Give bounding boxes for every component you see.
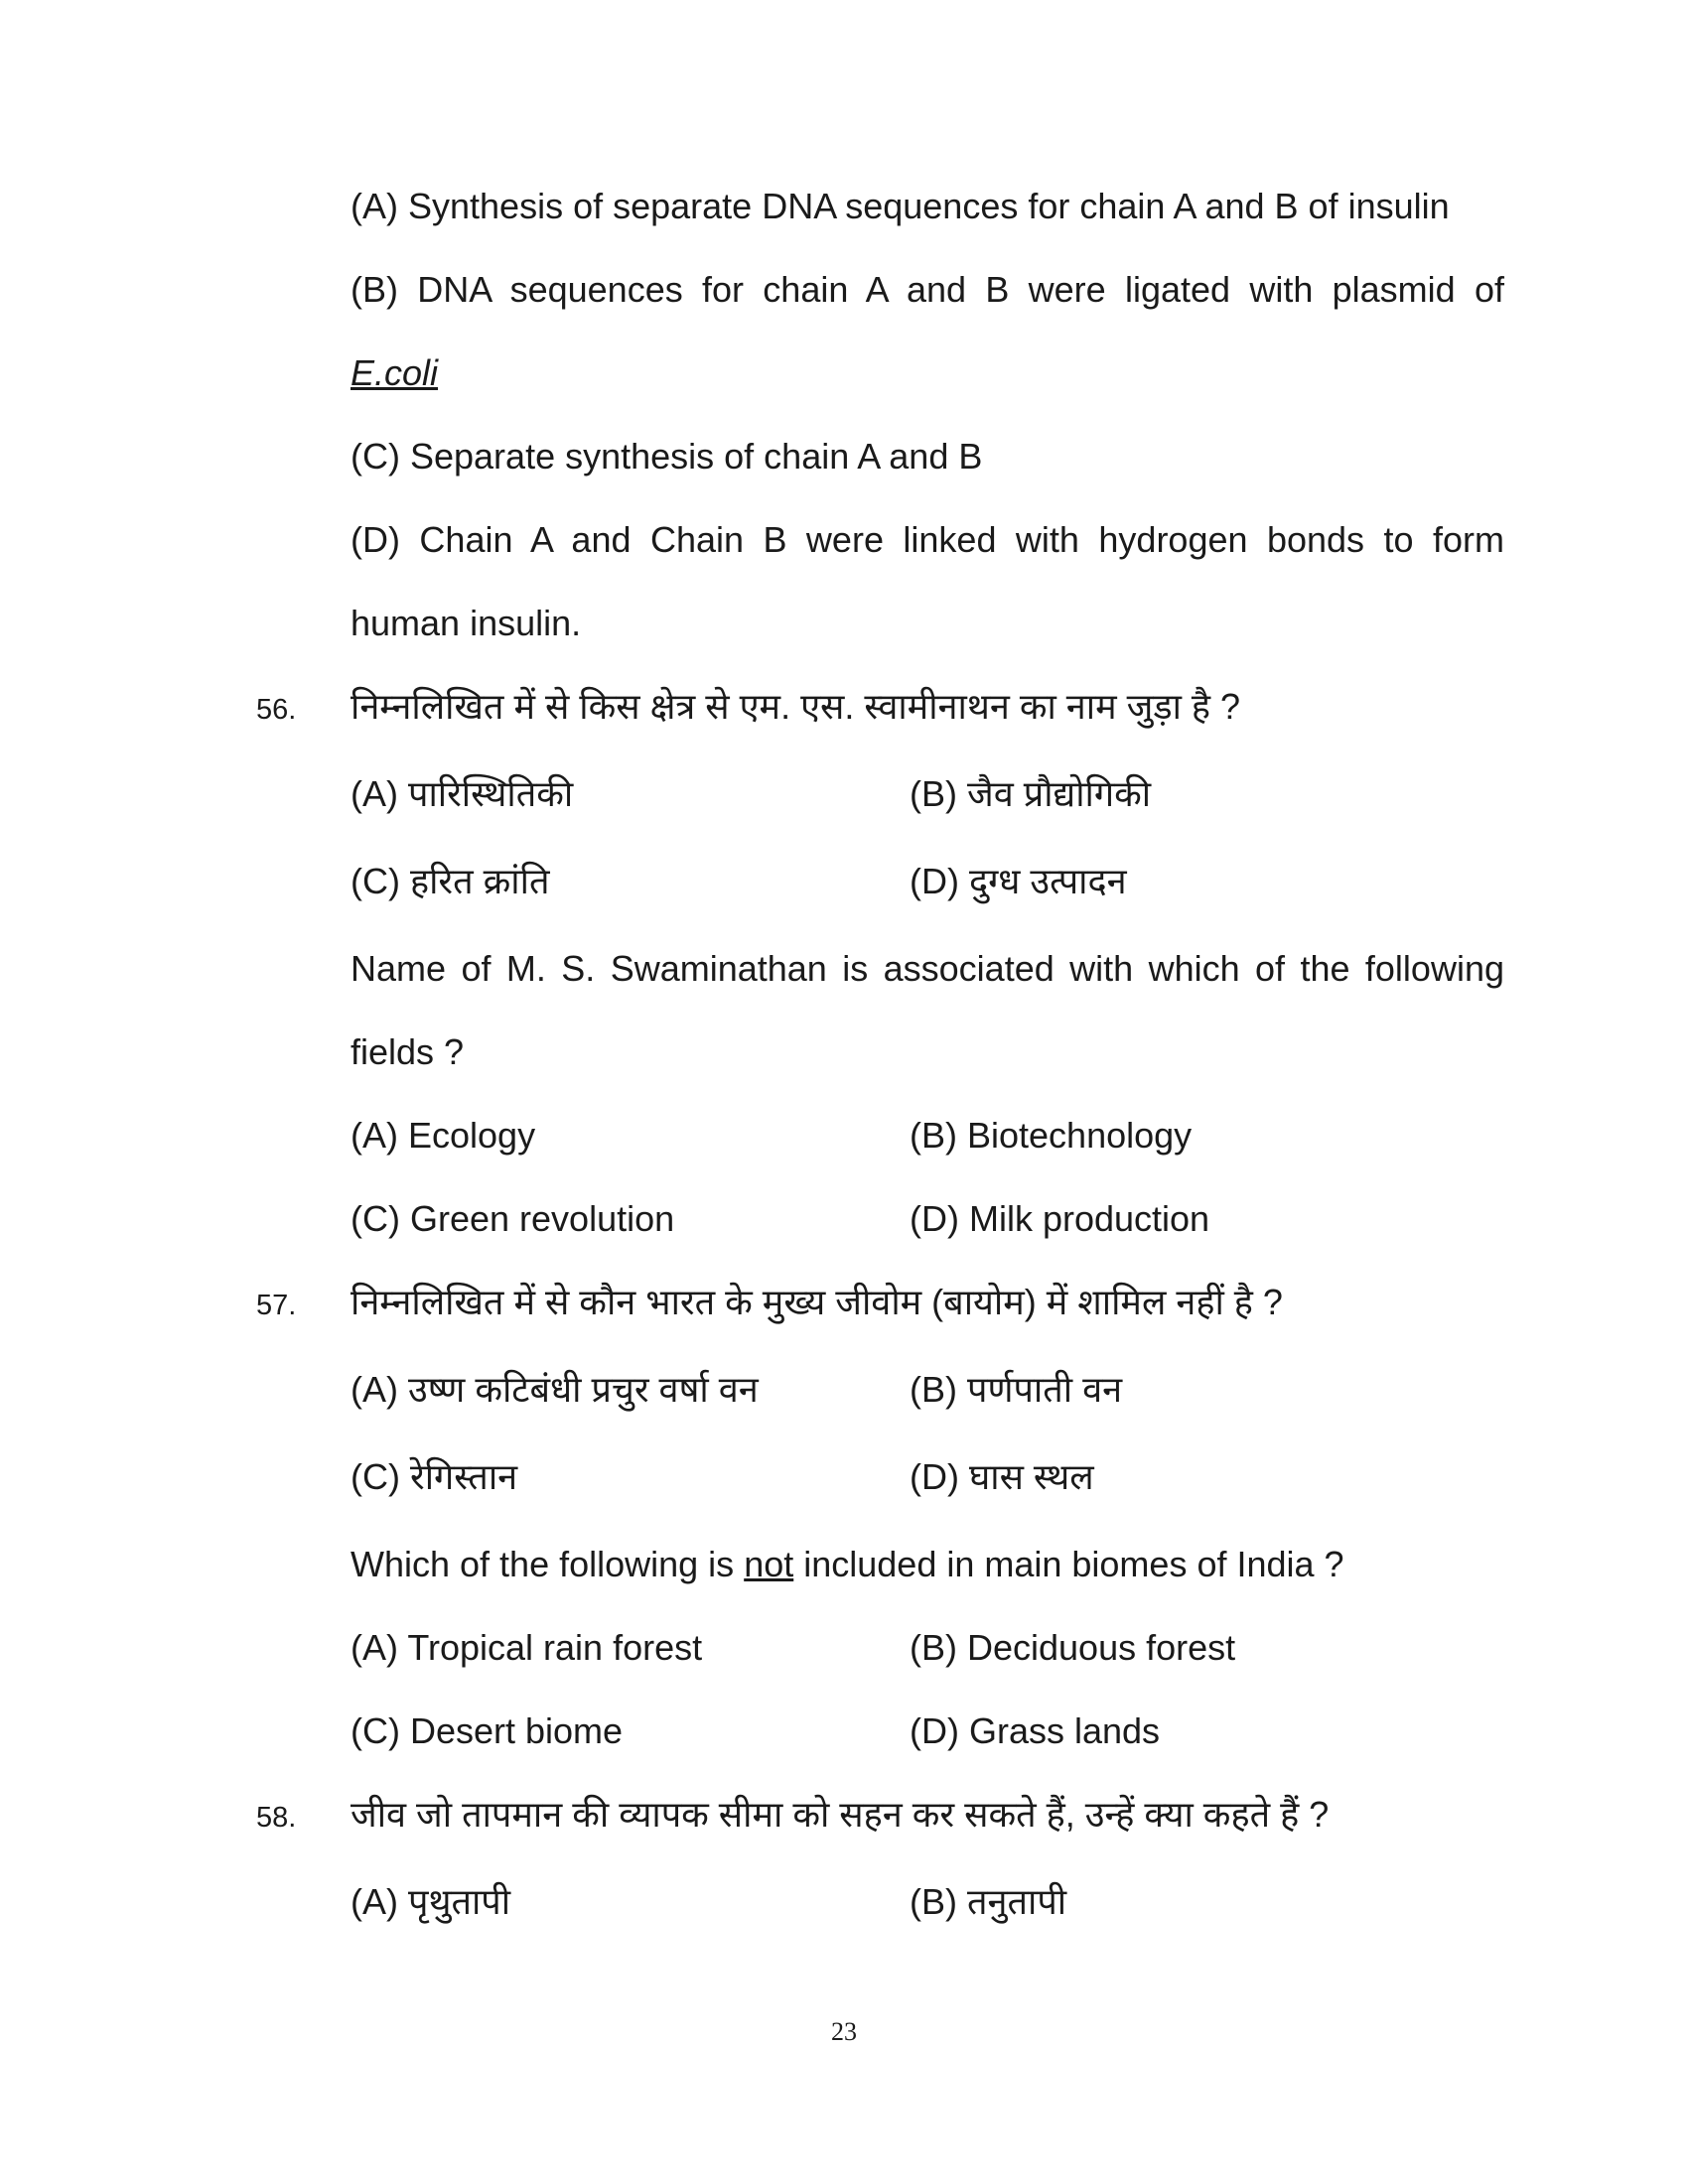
q56-hindi-option-c: (C) हरित क्रांति [351, 861, 550, 901]
q57-english-option-d: (D) Grass lands [910, 1710, 1161, 1751]
q56-hindi-option-d: (D) दुग्ध उत्पादन [910, 861, 1127, 901]
q57-question-emphasis: not [744, 1544, 794, 1584]
q56-english-option-a: (A) Ecology [351, 1115, 536, 1156]
q57-english-option-c: (C) Desert biome [351, 1710, 624, 1751]
q57-hindi-option-c: (C) रेगिस्तान [351, 1456, 518, 1497]
q56-english-question-cont: fields ? [351, 1031, 465, 1072]
q55-option-d: (D) Chain A and Chain B were linked with hydrogen bonds to form [351, 519, 1504, 560]
q57-question-post: included in main biomes of India ? [793, 1544, 1344, 1584]
page-number: 23 [831, 2017, 857, 2046]
q56-english-option-c: (C) Green revolution [351, 1198, 675, 1239]
q56-number: 56. [256, 694, 297, 726]
ecoli-genus: E [351, 352, 375, 393]
q57-question-pre: Which of the following is [351, 1544, 745, 1584]
q56-english-option-b: (B) Biotechnology [910, 1115, 1193, 1156]
q58-hindi-question: जीव जो तापमान की व्यापक सीमा को सहन कर सकते हैं, उन्हें क्या कहते हैं ? [351, 1794, 1330, 1835]
q58-number: 58. [256, 1802, 297, 1834]
q57-number: 57. [256, 1290, 297, 1321]
q56-hindi-question: निम्नलिखित में से किस क्षेत्र से एम. एस. स्वामीनाथन का नाम जुड़ा है ? [351, 686, 1241, 727]
q57-hindi-option-d: (D) घास स्थल [910, 1456, 1094, 1497]
q56-english-question: Name of M. S. Swaminathan is associated with which of the following [351, 948, 1504, 989]
q57-english-option-a: (A) Tropical rain forest [351, 1627, 703, 1668]
q55-option-a: (A) Synthesis of separate DNA sequences for chain A and B of insulin [351, 186, 1450, 226]
q55-option-b-ecoli [351, 351, 438, 395]
q55-option-d-cont: human insulin. [351, 603, 582, 643]
q56-english-option-d: (D) Milk production [910, 1198, 1210, 1239]
q57-hindi-option-a: (A) उष्ण कटिबंधी प्रचुर वर्षा वन [351, 1369, 759, 1410]
q55-option-b: (B) DNA sequences for chain A and B were ligated with plasmid of [351, 269, 1504, 310]
ecoli-species: .coli [374, 352, 439, 393]
q57-english-option-b: (B) Deciduous forest [910, 1627, 1236, 1668]
q56-hindi-option-b: (B) जैव प्रौद्योगिकी [910, 773, 1152, 814]
q58-hindi-option-a: (A) पृथुतापी [351, 1881, 511, 1922]
q56-hindi-option-a: (A) पारिस्थितिकी [351, 773, 574, 814]
q57-english-question [351, 1543, 1344, 1586]
q58-hindi-option-b: (B) तनुतापी [910, 1881, 1067, 1922]
q57-hindi-option-b: (B) पर्णपाती वन [910, 1369, 1123, 1410]
q57-hindi-question: निम्नलिखित में से कौन भारत के मुख्य जीवोम (बायोम) में शामिल नहीं है ? [351, 1282, 1283, 1322]
q55-option-c: (C) Separate synthesis of chain A and B [351, 436, 983, 477]
